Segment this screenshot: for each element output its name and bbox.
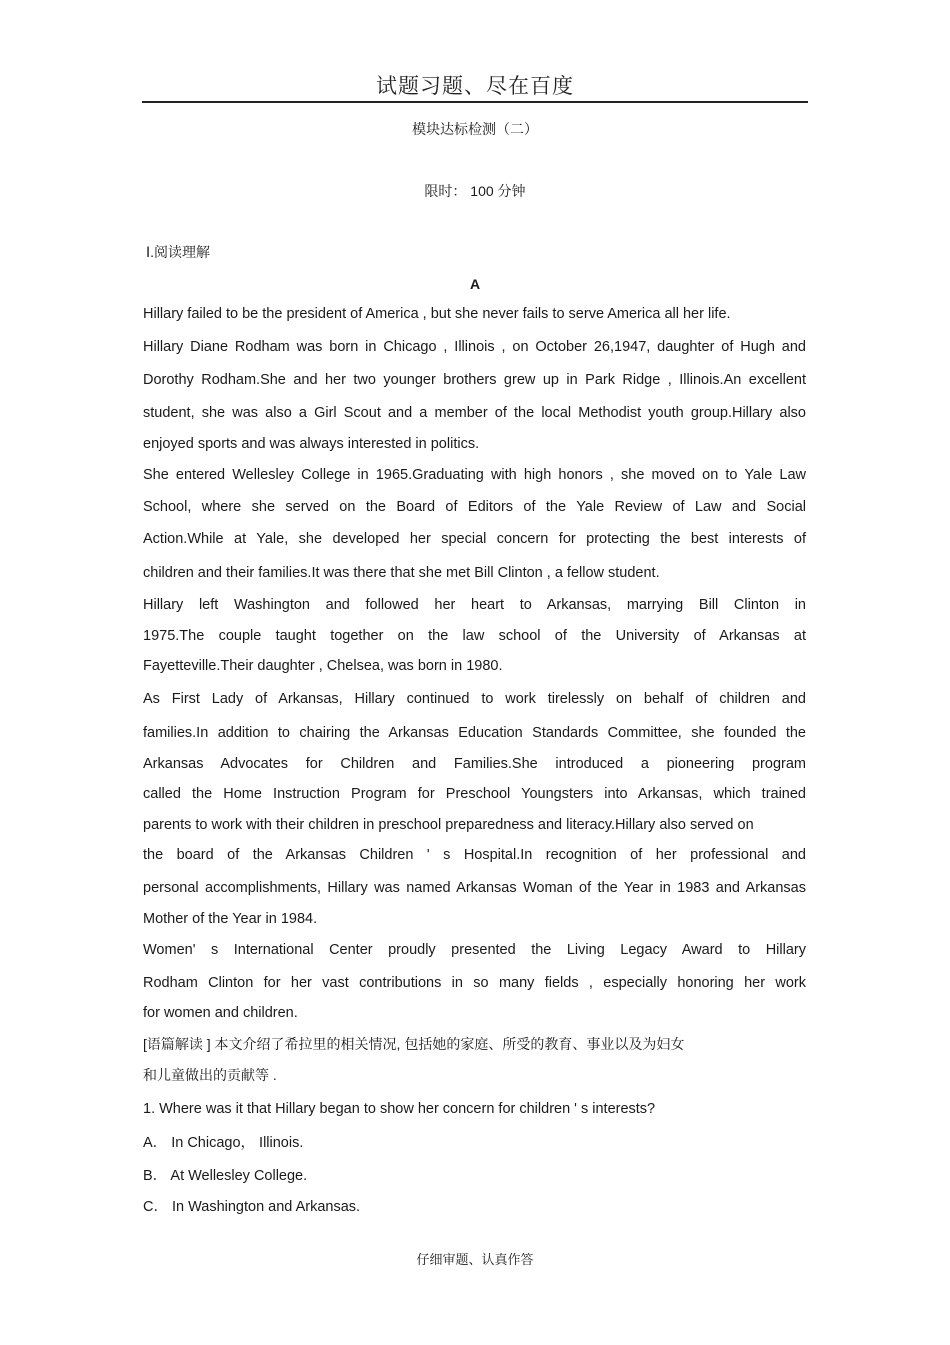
passage-line: for women and children. xyxy=(143,1005,298,1021)
passage-line: As First Lady of Arkansas, Hillary continued to work tirelessly on behalf of children and xyxy=(143,691,806,707)
analysis-line: 和儿童做出的贡献等 . xyxy=(143,1067,277,1083)
header-divider xyxy=(142,101,808,103)
passage-line: families.In addition to chairing the Arkansas Education Standards Committee, she founded the xyxy=(143,725,806,741)
passage-line: enjoyed sports and was always interested in politics. xyxy=(143,436,480,452)
passage-line: Hillary left Washington and followed her heart to Arkansas, marrying Bill Clinton in xyxy=(143,597,806,613)
question-stem: 1. Where was it that Hillary began to show her concern for children ' s interests? xyxy=(143,1101,656,1117)
section-heading: Ⅰ.阅读理解 xyxy=(146,244,211,260)
passage-line: Hillary Diane Rodham was born in Chicago , Illinois , on October 26,1947, daughter of Hugh and xyxy=(143,339,806,355)
passage-line: children and their families.It was there that she met Bill Clinton , a fellow student. xyxy=(143,565,660,581)
passage-line: Fayetteville.Their daughter , Chelsea, was born in 1980. xyxy=(143,658,503,674)
passage-line: called the Home Instruction Program for Preschool Youngsters into Arkansas, which trained xyxy=(143,786,806,802)
passage-line: student, she was also a Girl Scout and a member of the local Methodist youth group.Hillary also xyxy=(143,405,806,421)
option-b: B． At Wellesley College. xyxy=(143,1168,308,1184)
passage-line: School, where she served on the Board of Editors of the Yale Review of Law and Social xyxy=(143,499,806,515)
page-header-title: 试题习题、尽在百度 xyxy=(376,74,574,98)
passage-label: A xyxy=(469,276,481,292)
passage-line: parents to work with their children in preschool preparedness and literacy.Hillary also served on xyxy=(143,817,754,833)
document-title: 模块达标检测（二） xyxy=(412,121,538,137)
passage-line: Hillary failed to be the president of America , but she never fails to serve America all her life. xyxy=(143,306,731,322)
time-limit: 限时： 100 分钟 xyxy=(424,183,526,199)
passage-line: Arkansas Advocates for Children and Families.She introduced a pioneering program xyxy=(143,756,806,772)
page-footer: 仔细审题、认真作答 xyxy=(416,1252,534,1267)
passage-line: Action.While at Yale, she developed her special concern for protecting the best interests of xyxy=(143,531,806,547)
passage-line: personal accomplishments, Hillary was named Arkansas Woman of the Year in 1983 and Arkansas xyxy=(143,880,806,896)
passage-line: She entered Wellesley College in 1965.Graduating with high honors , she moved on to Yale Law xyxy=(143,467,806,483)
analysis-line: [语篇解读 ] 本文介绍了希拉里的相关情况, 包括她的家庭、所受的教育、事业以及为妇女 xyxy=(143,1036,685,1052)
passage-line: 1975.The couple taught together on the law school of the University of Arkansas at xyxy=(143,628,806,644)
passage-line: the board of the Arkansas Children ' s Hospital.In recognition of her professional and xyxy=(143,847,806,863)
option-c: C． In Washington and Arkansas. xyxy=(143,1199,361,1215)
option-a: A． In Chicago， Illinois. xyxy=(143,1135,304,1151)
passage-line: Mother of the Year in 1984. xyxy=(143,911,318,927)
passage-line: Dorothy Rodham.She and her two younger brothers grew up in Park Ridge , Illinois.An excellent xyxy=(143,372,806,388)
passage-line: Women' s International Center proudly presented the Living Legacy Award to Hillary xyxy=(143,942,806,958)
passage-line: Rodham Clinton for her vast contributions in so many fields , especially honoring her work xyxy=(143,975,806,991)
